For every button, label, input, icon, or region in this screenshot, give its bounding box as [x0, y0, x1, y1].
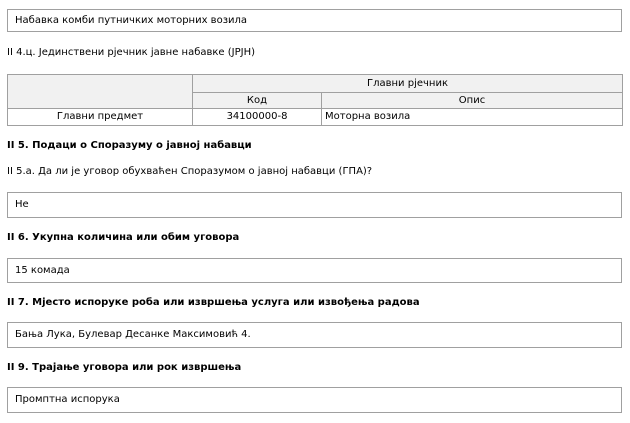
section-5a-title: II 5.а. Да ли је уговор обухваћен Споразумом о јавној набавци (ГПА)? — [7, 166, 373, 177]
contract-subject-field — [7, 9, 622, 32]
section-7-title: II 7. Мјесто испоруке роба или извршења услуга или извођења радова — [7, 297, 420, 308]
cpv-col-desc-header: Опис — [322, 93, 623, 109]
delivery-place-field — [7, 322, 622, 348]
contract-duration-field — [7, 387, 622, 413]
quantity-field — [7, 258, 622, 283]
cpv-group-header: Главни рјечник — [193, 75, 623, 93]
section-9-title: II 9. Трајање уговора или рок извршења — [7, 362, 242, 373]
table-row — [8, 109, 623, 126]
cpv-table-group-header-row — [8, 75, 623, 93]
section-4c-title: II 4.ц. Јединствени рјечник јавне набавке (ЈРЈН) — [7, 47, 256, 58]
cpv-row-label: Главни предмет — [8, 109, 193, 126]
section-6-title: II 6. Укупна количина или обим уговора — [7, 232, 240, 243]
delivery-place-value: Бања Лука, Булевар Десанке Максимовић 4. — [15, 329, 251, 340]
cpv-col-code-header: Код — [193, 93, 322, 109]
section-5-title: II 5. Подаци о Споразуму о јавној набавци — [7, 140, 252, 151]
contract-subject-value: Набавка комби путничких моторних возила — [15, 14, 248, 26]
cpv-table-empty-cell — [8, 75, 193, 109]
cpv-table — [7, 74, 623, 126]
gpa-answer-value: Не — [15, 199, 29, 210]
cpv-row-desc: Моторна возила — [322, 109, 623, 126]
contract-duration-value: Промптна испорука — [15, 394, 120, 405]
quantity-value: 15 комада — [15, 264, 70, 276]
gpa-answer-field — [7, 192, 622, 218]
cpv-row-code: 34100000-8 — [193, 109, 322, 126]
